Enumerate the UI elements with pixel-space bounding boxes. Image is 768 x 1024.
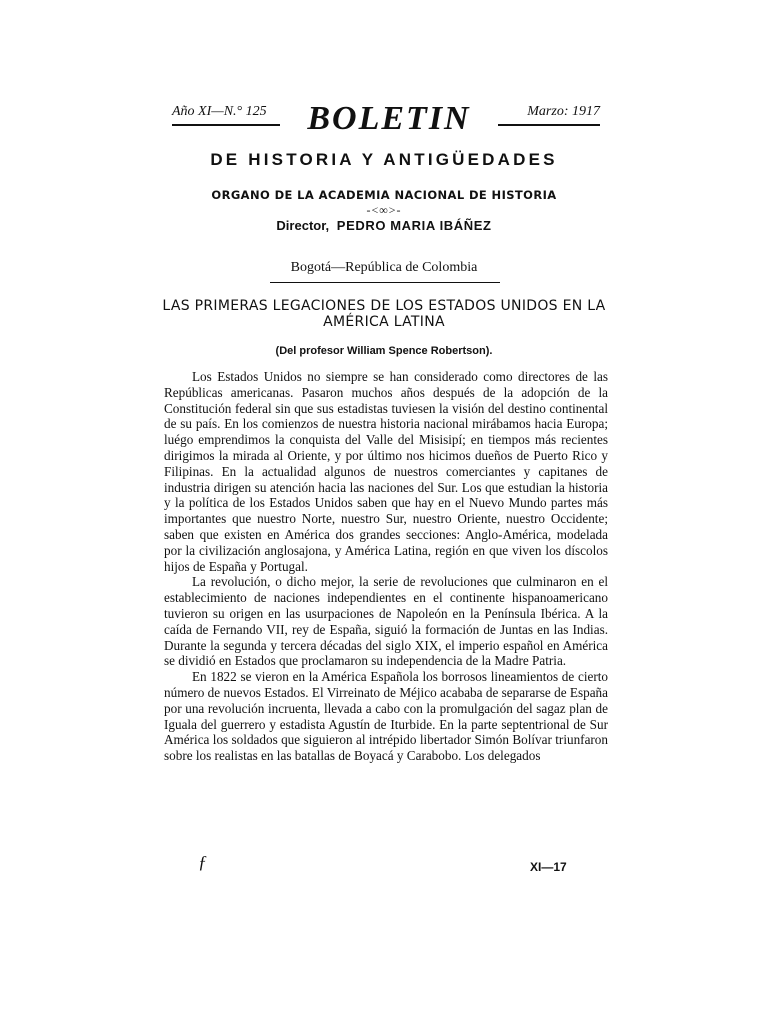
issue-date: Marzo: 1917 [527, 104, 600, 119]
director-name: PEDRO MARIA IBÁÑEZ [336, 218, 492, 233]
ornament-divider: -<∞>- [366, 203, 402, 217]
place-rule [270, 282, 500, 283]
folio-mark: XI—17 [530, 860, 567, 874]
issue-number: Año XI—N.° 125 [172, 104, 267, 119]
director-label: Director, [276, 218, 330, 233]
article-byline: (Del profesor William Spence Robertson). [275, 345, 493, 357]
paragraph: Los Estados Unidos no siempre se han considerado como directores de las Repúblicas americanas. Pasaron muchos años después de la adopción de la Constitución federal sin que sus estadistas tuviesen la visión del destino continental de su país. En los comienzos de nuestra historia nacional mirábamos hacia Europa; luégo emprendimos la conquista del Valle del Misisipí; en tiempos más recientes dirigimos la mirada al Oriente, y por último nos hicimos dueños de Puerto Rico y Filipinas. En la actualidad algunos de nuestros comerciantes y capitanes de industria dirigen su atención hacia las naciones del Sur. Los que estudian la historia y la política de los Estados Unidos saben que hay en el Nuevo Mundo partes más importantes que nuestro Norte, nuestro Sur, nuestro Oriente, nuestro Occidente; saben que existen en América dos grandes secciones: Anglo-América, modelada por la civilización anglosajona, y América Latina, región en que viven los díscolos hijos de España y Portugal. [164, 369, 608, 574]
masthead [172, 100, 600, 142]
journal-logo: BOLETIN [280, 98, 498, 140]
journal-subtitle: DE HISTORIA Y ANTIGÜEDADES [210, 150, 558, 169]
paragraph: En 1822 se vieron en la América Española los borrosos lineamientos de cierto número de nuevos Estados. El Virreinato de Méjico acababa de separarse de España por una revolución incruenta, llevada a cabo con la promulgación del sagaz plan de Iguala del guerrero y estadista Agustín de Iturbide. En la parte septentrional de Sur América los soldados que siguieron al intrépido libertador Simón Bolívar triunfaron sobre los realistas en las batallas de Boyacá y Carabobo. Los delegados [164, 669, 608, 764]
article-title: LAS PRIMERAS LEGACIONES DE LOS ESTADOS UNIDOS EN LA AMÉRICA LATINA [162, 298, 606, 330]
article-body [164, 369, 608, 764]
paragraph: La revolución, o dicho mejor, la serie de revoluciones que culminaron en el establecimiento de naciones independientes en el continente hispanoamericano tuvieron su origen en las usurpaciones de Napoleón en la Península Ibérica. A la caída de Fernando VII, rey de España, siguió la formación de Juntas en las Indias. Durante la segunda y tercera décadas del siglo XIX, el imperio español en América se dividió en Estados que proclamaron su independencia de la Madre Patria. [164, 574, 608, 669]
place-line: Bogotá—República de Colombia [290, 260, 478, 275]
signature-mark: ƒ [198, 852, 207, 872]
academy-organ-line: ORGANO DE LA ACADEMIA NACIONAL DE HISTORIA [211, 188, 557, 202]
director-line [0, 218, 768, 233]
